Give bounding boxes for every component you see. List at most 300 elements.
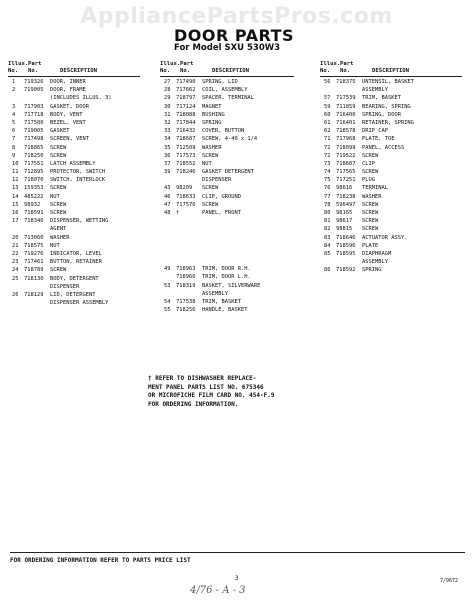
part-number: 717576 xyxy=(176,201,196,208)
illus-header: Illus. xyxy=(320,61,341,67)
illus-no: 5 xyxy=(12,119,16,126)
illus-header: Illus. xyxy=(8,61,29,67)
part-row xyxy=(160,111,294,119)
parts-column-3 xyxy=(320,58,462,275)
part-header: Part xyxy=(180,61,194,67)
part-row xyxy=(160,135,294,143)
part-row xyxy=(320,152,462,160)
part-number: 717461 xyxy=(24,259,44,266)
illus-no: 60 xyxy=(324,111,331,118)
illus-no: 26 xyxy=(12,291,19,298)
part-row xyxy=(160,290,294,298)
watermark: AppliancePartsPros.com xyxy=(80,4,393,29)
part-description: SCREW xyxy=(362,226,379,233)
part-number: 718865 xyxy=(24,144,44,151)
part-no-header: No. xyxy=(28,68,39,74)
part-header: Part xyxy=(340,61,354,67)
illus-no: 78 xyxy=(324,201,331,208)
part-row xyxy=(160,253,294,265)
part-row xyxy=(320,193,462,201)
part-description: SCREW xyxy=(50,201,67,208)
part-number: 718256 xyxy=(176,307,196,314)
part-row xyxy=(160,265,294,273)
part-row xyxy=(320,225,462,233)
part-description: DISPENSER, WETTING xyxy=(50,218,109,225)
illus-no: 17 xyxy=(12,218,19,225)
part-description: SCREW xyxy=(202,185,219,192)
part-description: NUT xyxy=(50,242,60,249)
part-row xyxy=(160,282,294,290)
illus-no: 29 xyxy=(164,95,171,102)
part-description: SCREW xyxy=(50,185,67,192)
illus-no: 57 xyxy=(324,95,331,102)
part-number: 98616 xyxy=(336,185,353,192)
part-number: 718319 xyxy=(176,282,196,289)
part-row xyxy=(8,94,140,102)
part-number: 718575 xyxy=(24,242,44,249)
part-row xyxy=(320,144,462,152)
part-description: DOOR, INNER xyxy=(50,79,86,85)
part-description: LID, DETERGENT xyxy=(50,291,96,298)
part-row xyxy=(8,111,140,119)
part-number: 717903 xyxy=(24,103,44,110)
illus-no: 31 xyxy=(164,111,171,118)
part-number: 718129 xyxy=(24,291,44,298)
illus-no: 71 xyxy=(324,136,331,143)
part-description: ASSEMBLY xyxy=(362,87,388,94)
part-row xyxy=(320,201,462,209)
illus-no: 55 xyxy=(164,307,171,314)
part-row xyxy=(8,209,140,217)
part-number: 98617 xyxy=(336,218,353,225)
part-row xyxy=(160,119,294,127)
part-description: PLUG xyxy=(362,177,375,184)
part-description: BUTTON, RETAINER xyxy=(50,259,102,266)
part-row xyxy=(320,266,462,274)
part-number: 716400 xyxy=(336,111,356,118)
part-number: 718607 xyxy=(336,160,356,167)
part-row xyxy=(160,86,294,94)
part-number: 485222 xyxy=(24,193,44,200)
illus-no: 77 xyxy=(324,193,331,200)
part-number: 718578 xyxy=(336,128,356,135)
column-header xyxy=(320,58,462,78)
part-description: SCREW xyxy=(50,144,67,151)
part-row xyxy=(8,144,140,152)
part-description: BODY, DETERGENT xyxy=(50,275,99,282)
part-row xyxy=(160,217,294,229)
illus-no: 3 xyxy=(12,103,16,110)
part-description: SPRING xyxy=(202,119,222,126)
part-row xyxy=(8,225,140,233)
part-description: DIAPHRAGM xyxy=(362,250,392,257)
part-description: BEZEL, VENT xyxy=(50,119,86,126)
illus-no: 72 xyxy=(324,144,331,151)
illus-no: 13 xyxy=(12,185,19,192)
part-number: 717490 xyxy=(176,79,196,85)
part-row xyxy=(8,283,140,291)
part-row xyxy=(8,160,140,168)
no-header: No. xyxy=(320,68,331,74)
illus-no: 7 xyxy=(12,136,16,143)
illus-no: 11 xyxy=(12,169,19,176)
part-number: 719005 xyxy=(24,87,44,94)
part-description: SCREW xyxy=(202,201,219,208)
part-description: SCREW xyxy=(202,152,219,159)
part-row xyxy=(320,103,462,111)
part-number: 159353 xyxy=(24,185,44,192)
handwritten-annotation: 4/76 - A - 3 xyxy=(190,585,246,596)
illus-header: Illus. xyxy=(160,61,181,67)
part-number: 713060 xyxy=(24,234,44,241)
part-description: SCREW xyxy=(50,210,67,216)
part-description: DISPENSER ASSEMBLY xyxy=(50,300,109,307)
part-description: LATCH ASSEMBLY xyxy=(50,160,96,167)
part-number: 98815 xyxy=(336,226,353,233)
part-number: 718646 xyxy=(336,234,356,241)
part-description: PLATE, TOE xyxy=(362,136,395,143)
illus-no: 49 xyxy=(164,266,171,273)
part-description: GASKET, DOOR xyxy=(50,103,89,110)
part-description: BASKET, SILVERWARE xyxy=(202,282,261,289)
part-number: 718966 xyxy=(176,274,196,281)
part-description: TRIM, DOOR L.H. xyxy=(202,274,251,281)
part-number: 718130 xyxy=(24,275,44,282)
illus-no: 8 xyxy=(12,144,16,151)
part-row xyxy=(8,201,140,209)
part-description: PANEL, FRONT xyxy=(202,210,241,216)
illus-no: 36 xyxy=(164,152,171,159)
part-description: SPACER, TERMINAL xyxy=(202,95,254,102)
illus-no: 61 xyxy=(324,119,331,126)
part-description: SCREW xyxy=(362,201,379,208)
part-number: † xyxy=(176,210,180,216)
part-row xyxy=(160,78,294,86)
part-number: 717573 xyxy=(176,152,196,159)
part-number: 718552 xyxy=(176,160,196,167)
part-row xyxy=(8,78,140,86)
illus-no: 48 xyxy=(164,210,171,216)
illus-no: 34 xyxy=(164,136,171,143)
part-row xyxy=(8,176,140,184)
part-description: WASHER xyxy=(362,193,382,200)
part-row xyxy=(160,241,294,253)
part-row xyxy=(320,209,462,217)
illus-no: 20 xyxy=(12,234,19,241)
illus-no: 15 xyxy=(12,201,19,208)
part-description: DISPENSER xyxy=(202,177,232,184)
part-description: DISPENSER xyxy=(50,283,80,290)
note-line: † REFER TO DISHWASHER REPLACE- xyxy=(148,375,257,382)
illus-no: 46 xyxy=(164,193,171,200)
no-header: No. xyxy=(160,68,171,74)
page-number: 3 xyxy=(235,575,239,582)
part-description: TRIM, BASKET xyxy=(362,95,401,102)
part-row xyxy=(160,201,294,209)
part-description: NUT xyxy=(202,160,212,167)
part-number: 718070 xyxy=(24,177,44,184)
part-number: 718687 xyxy=(176,136,196,143)
part-number: 718591 xyxy=(24,210,44,216)
part-row xyxy=(8,135,140,143)
note-line: MENT PANEL PARTS LIST NO. 675346 xyxy=(148,383,264,391)
part-description: SCREW xyxy=(362,218,379,225)
illus-no: 39 xyxy=(164,169,171,176)
part-row xyxy=(320,111,462,119)
part-row xyxy=(320,119,462,127)
part-description: SCREW xyxy=(362,210,379,216)
part-no-header: No. xyxy=(340,68,351,74)
description-header: DESCRIPTION xyxy=(372,68,410,74)
part-row xyxy=(8,184,140,192)
illus-no: 82 xyxy=(324,226,331,233)
part-row xyxy=(160,176,294,184)
page-title: DOOR PARTS xyxy=(174,26,295,45)
part-row xyxy=(320,168,462,176)
illus-no: 23 xyxy=(12,259,19,266)
part-no-header: No. xyxy=(180,68,191,74)
part-number: 717498 xyxy=(24,136,44,143)
header-rule xyxy=(8,76,140,77)
illus-no: 73 xyxy=(324,160,331,167)
part-description: PROTECTOR, SWITCH xyxy=(50,169,106,176)
description-header: DESCRIPTION xyxy=(212,68,250,74)
illus-no: 81 xyxy=(324,218,331,225)
part-row xyxy=(320,184,462,192)
part-number: 712509 xyxy=(176,144,196,151)
part-row xyxy=(8,103,140,111)
part-row xyxy=(160,94,294,102)
illus-no: 28 xyxy=(164,87,171,94)
part-row xyxy=(8,217,140,225)
part-number: 718088 xyxy=(176,111,196,118)
part-row xyxy=(8,86,140,94)
illus-no: 12 xyxy=(12,177,19,184)
part-row xyxy=(160,273,294,281)
part-description: BUSHING xyxy=(202,111,225,118)
illus-no: 35 xyxy=(164,144,171,151)
part-description: SCREW xyxy=(362,169,379,176)
part-number: 718797 xyxy=(176,95,196,102)
part-row xyxy=(8,258,140,266)
part-number: 716432 xyxy=(176,128,196,135)
part-number: 718963 xyxy=(176,266,196,273)
illus-no: 86 xyxy=(324,267,331,274)
part-number: 718375 xyxy=(336,79,356,85)
part-number: 717551 xyxy=(24,160,44,167)
part-row xyxy=(160,168,294,176)
part-description: SPRING, LID xyxy=(202,79,238,85)
part-row xyxy=(8,127,140,135)
no-header: No. xyxy=(8,68,19,74)
part-description: SPRING, DOOR xyxy=(362,111,401,118)
illus-no: 75 xyxy=(324,177,331,184)
description-header: DESCRIPTION xyxy=(60,68,98,74)
part-number: 718789 xyxy=(24,267,44,274)
note-line: OR MICROFICHE FILM CARD NO. 454-F.9 xyxy=(148,392,275,399)
part-description: (INCLUDES ILLUS. 3) xyxy=(50,95,112,102)
note-line: FOR ORDERING INFORMATION. xyxy=(148,400,239,408)
part-description: HANDLE, BASKET xyxy=(202,307,248,314)
illus-no: 4 xyxy=(12,111,16,118)
header-rule xyxy=(160,76,294,77)
parts-column-1 xyxy=(8,58,140,307)
part-number: 98932 xyxy=(24,201,41,208)
part-row xyxy=(8,242,140,250)
model-subtitle: For Model SXU 530W3 xyxy=(174,43,281,53)
part-row xyxy=(320,176,462,184)
part-row xyxy=(160,209,294,217)
illus-no: 54 xyxy=(164,298,171,305)
part-description: PLATE xyxy=(362,242,379,249)
illus-no: 30 xyxy=(164,103,171,110)
illus-no: 2 xyxy=(12,87,16,94)
part-number: 98165 xyxy=(336,210,353,216)
replacement-panel-note xyxy=(148,375,274,409)
part-description: BODY, VENT xyxy=(50,111,83,118)
part-number: 718596 xyxy=(336,242,356,249)
document-code: 7/9672 xyxy=(440,578,459,584)
part-description: AGENT xyxy=(50,226,67,233)
part-number: 717124 xyxy=(176,103,196,110)
part-description: CLIP, GROUND xyxy=(202,193,241,200)
part-number: 717539 xyxy=(336,95,356,102)
part-row xyxy=(8,299,140,307)
part-row xyxy=(8,152,140,160)
part-description: SCREEN, VENT xyxy=(50,136,89,143)
illus-no: 16 xyxy=(12,210,19,216)
part-description: DOOR, FRAME xyxy=(50,87,86,94)
illus-no: 80 xyxy=(324,210,331,216)
part-number: 596497 xyxy=(336,201,356,208)
part-number: 716401 xyxy=(336,119,356,126)
part-row xyxy=(160,160,294,168)
part-number: 717538 xyxy=(176,298,196,305)
illus-no: 1 xyxy=(12,79,16,85)
part-description: ACTUATOR ASSY. xyxy=(362,234,408,241)
part-row xyxy=(8,193,140,201)
illus-no: 37 xyxy=(164,160,171,167)
part-number: 712895 xyxy=(24,169,44,176)
part-description: INDICATOR, LEVEL xyxy=(50,250,102,257)
part-number: 717662 xyxy=(176,87,196,94)
part-description: SCREW, 4-40 x 1/4 xyxy=(202,136,258,143)
illus-no: 33 xyxy=(164,128,171,135)
part-number: 717968 xyxy=(336,136,356,143)
illus-no: 74 xyxy=(324,169,331,176)
illus-no: 76 xyxy=(324,185,331,192)
part-description: UNTENSIL, BASKET xyxy=(362,79,414,85)
part-row xyxy=(320,258,462,266)
part-row xyxy=(8,168,140,176)
part-row xyxy=(160,229,294,241)
part-description: SCREW xyxy=(50,267,67,274)
column-header xyxy=(8,58,140,78)
illus-no: 14 xyxy=(12,193,19,200)
part-row xyxy=(8,275,140,283)
illus-no: 85 xyxy=(324,250,331,257)
part-description: SPRING xyxy=(362,267,382,274)
part-row xyxy=(320,78,462,86)
part-row xyxy=(8,250,140,258)
part-row xyxy=(8,266,140,274)
illus-no: 47 xyxy=(164,201,171,208)
part-number: 717565 xyxy=(336,169,356,176)
part-row xyxy=(320,94,462,102)
part-number: 717844 xyxy=(176,119,196,126)
footer-divider xyxy=(10,552,465,553)
part-description: NUT xyxy=(50,193,60,200)
part-number: 719522 xyxy=(336,152,356,159)
part-number: 719005 xyxy=(24,128,44,135)
part-number: 718633 xyxy=(176,193,196,200)
part-description: DRIP CAP xyxy=(362,128,388,135)
illus-no: 62 xyxy=(324,128,331,135)
illus-no: 72 xyxy=(324,152,331,159)
part-description: MAGNET xyxy=(202,103,222,110)
part-number: 717718 xyxy=(24,111,44,118)
part-description: SCREW xyxy=(362,152,379,159)
part-number: 719276 xyxy=(24,250,44,257)
part-number: 718346 xyxy=(24,218,44,225)
part-number: 718238 xyxy=(336,193,356,200)
ordering-footer: FOR ORDERING INFORMATION REFER TO PARTS PRICE LIST xyxy=(10,557,191,564)
part-description: GASKET xyxy=(50,128,70,135)
part-row xyxy=(320,135,462,143)
part-description: RETAINER, SPRING xyxy=(362,119,414,126)
part-row xyxy=(160,184,294,192)
part-description: COIL, ASSEMBLY xyxy=(202,87,248,94)
part-row xyxy=(320,217,462,225)
part-number: 717251 xyxy=(336,177,356,184)
part-number: 711859 xyxy=(336,103,356,110)
illus-no: 25 xyxy=(12,275,19,282)
part-row xyxy=(160,127,294,135)
illus-no: 84 xyxy=(324,242,331,249)
part-number: 718595 xyxy=(336,250,356,257)
illus-no: 21 xyxy=(12,242,19,249)
illus-no: 27 xyxy=(164,79,171,85)
part-number: 718099 xyxy=(336,144,356,151)
illus-no: 24 xyxy=(12,267,19,274)
part-row xyxy=(160,306,294,314)
part-number: 98209 xyxy=(176,185,193,192)
illus-no: 59 xyxy=(324,103,331,110)
part-description: ASSEMBLY xyxy=(202,290,228,297)
part-row xyxy=(320,242,462,250)
part-row xyxy=(320,127,462,135)
part-description: TRIM, BASKET xyxy=(202,298,241,305)
header-rule xyxy=(320,76,462,77)
illus-no: 10 xyxy=(12,160,19,167)
part-description: ASSEMBLY xyxy=(362,259,388,266)
part-number: 717500 xyxy=(24,119,44,126)
part-description: COVER, BUTTON xyxy=(202,128,245,135)
illus-no: 43 xyxy=(164,185,171,192)
part-description: SCREW xyxy=(50,152,67,159)
parts-column-2 xyxy=(160,58,294,314)
illus-no: 32 xyxy=(164,119,171,126)
part-row xyxy=(160,298,294,306)
part-row xyxy=(320,86,462,94)
part-row xyxy=(320,234,462,242)
part-row xyxy=(8,234,140,242)
part-row xyxy=(8,119,140,127)
part-description: WASHER xyxy=(50,234,70,241)
part-description: CLIP xyxy=(362,160,375,167)
illus-no: 56 xyxy=(324,79,331,85)
part-description: BEARING, SPRING xyxy=(362,103,411,110)
